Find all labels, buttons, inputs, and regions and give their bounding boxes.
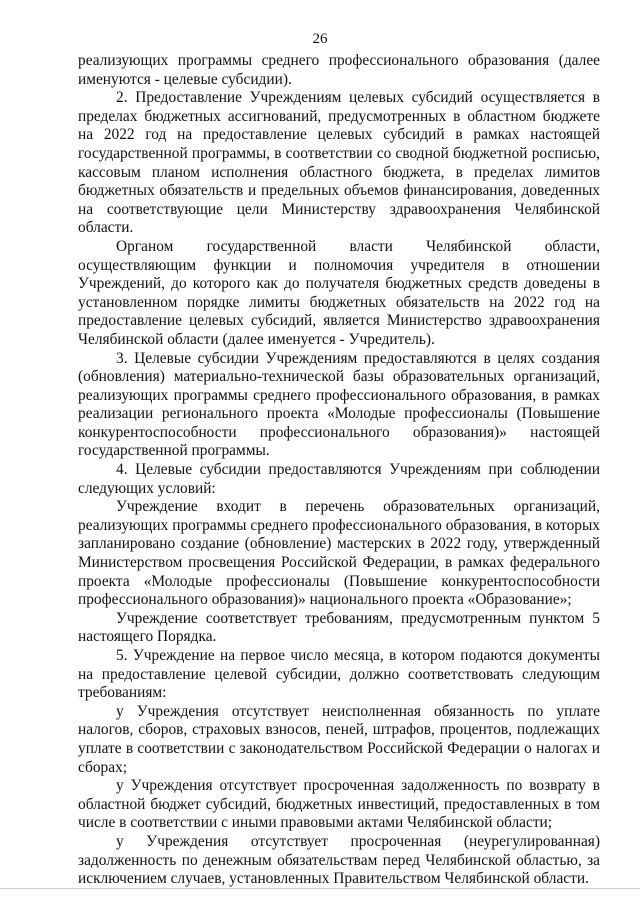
paragraph-requirement-2: у Учреждения отсутствует просроченная задолженность по возврату в областной бюджет субсидий, бюджетных инвестиций, предоставленных в том числе в соответствии с иными правовыми актами Челябинской области; bbox=[78, 777, 600, 832]
paragraph-condition-1: Учреждение входит в перечень образовательных организаций, реализующих программы среднего профессионального образования, в которых запланировано создание (обновление) мастерских в 2022 году, утвержденный Министерством просвещения Российской Федерации, в рамках федерального проекта «Молодые профессионалы (Повышение конкурентоспособности профессионального образования)» национального проекта «Образование»; bbox=[78, 498, 600, 609]
paragraph-item-5: 5. Учреждение на первое число месяца, в котором подаются документы на предоставление целевой субсидии, должно соответствовать следующим требованиям: bbox=[78, 647, 600, 702]
paragraph-item-4: 4. Целевые субсидии предоставляются Учреждениям при соблюдении следующих условий: bbox=[78, 461, 600, 497]
document-body bbox=[78, 52, 600, 889]
paragraph-requirement-1: у Учреждения отсутствует неисполненная обязанность по уплате налогов, сборов, страховых взносов, пеней, штрафов, процентов, подлежащих уплате в соответствии с законодательством Российской Федерации о налогах и сборах; bbox=[78, 702, 600, 776]
paragraph-item-2: 2. Предоставление Учреждениям целевых субсидий осуществляется в пределах бюджетных ассигнований, предусмотренных в областном бюджете на 2022 год на предоставление целевых субсидий в рамках настоящей государственной программы, в соответствии со сводной бюджетной росписью, кассовым планом исполнения областного бюджета, в пределах лимитов бюджетных обязательств и предельных объемов финансирования, доведенных на соответствующие цели Министерству здравоохранения Челябинской области. bbox=[78, 89, 600, 237]
paragraph-requirement-3: у Учреждения отсутствует просроченная (неурегулированная) задолженность по денежным обязательствам перед Челябинской областью, за исключением случаев, установленных Правительством Челябинской области. bbox=[78, 832, 600, 888]
page-number: 26 bbox=[312, 31, 328, 47]
paragraph-continuation: реализующих программы среднего профессионального образования (далее именуются - целевые субсидии). bbox=[78, 52, 600, 88]
paragraph-founder: Органом государственной власти Челябинской области, осуществляющим функции и полномочия учредителя в отношении Учреждений, до которого как до получателя бюджетных средств доведены в установленном порядке лимиты бюджетных обязательств на 2022 год на предоставление целевых субсидий, является Министерство здравоохранения Челябинской области (далее именуется - Учредитель). bbox=[78, 237, 600, 348]
paragraph-item-3: 3. Целевые субсидии Учреждениям предоставляются в целях создания (обновления) материально-технической базы образовательных организаций, реализующих программы среднего профессионального образования, в рамках реализации регионального проекта «Молодые профессионалы (Повышение конкурентоспособности профессионального образования)» настоящей государственной программы. bbox=[78, 349, 600, 460]
paragraph-condition-2: Учреждение соответствует требованиям, предусмотренным пунктом 5 настоящего Порядка. bbox=[78, 609, 600, 646]
scan-edge-line bbox=[0, 888, 640, 889]
